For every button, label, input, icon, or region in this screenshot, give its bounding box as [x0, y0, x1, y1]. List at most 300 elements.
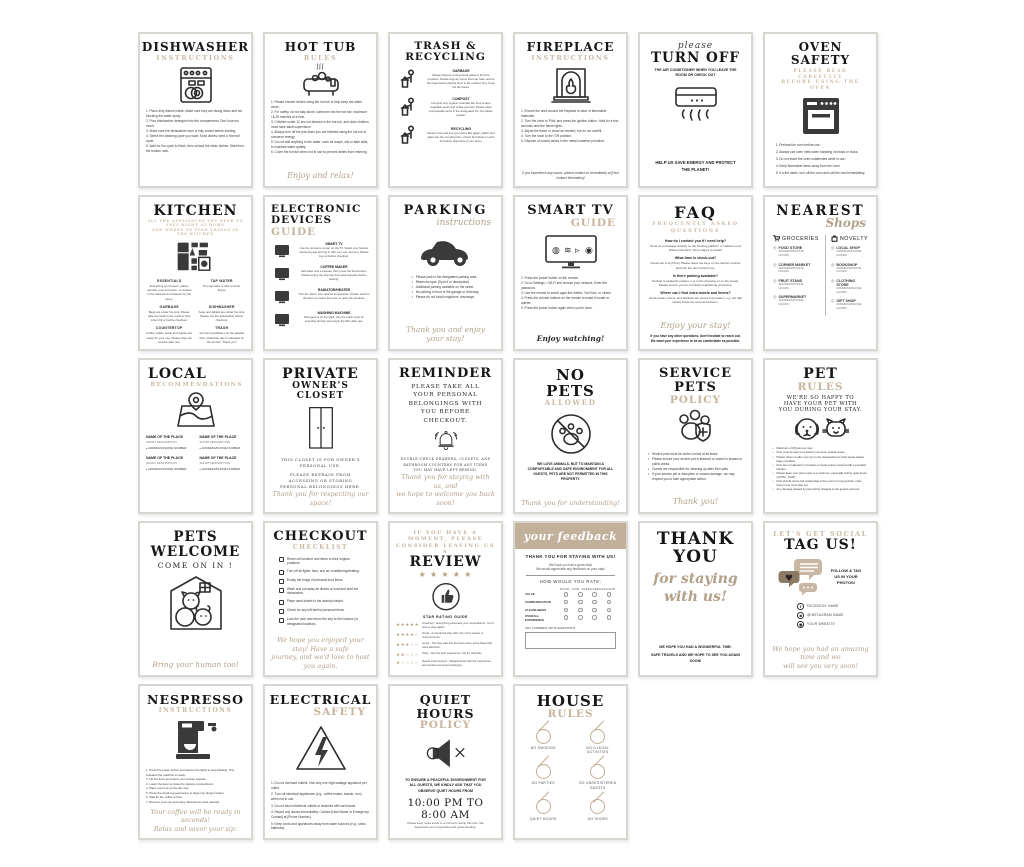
- footer-script-line2: will see you very soon!: [782, 661, 859, 670]
- footer-script: Enjoy and relax!: [287, 170, 354, 180]
- intro-line1: WE'RE SO HAPPY TO: [786, 395, 855, 402]
- trash-section: [396, 97, 495, 119]
- stars-row: ★ ★ ★ ★ ★: [418, 570, 473, 580]
- step-line: 5. Press the power button again when you're done.: [521, 306, 593, 311]
- prohibition-circle-icon: [590, 729, 605, 744]
- card-service-pets[interactable]: [638, 358, 753, 514]
- rating-stars: ★★★★☆: [396, 631, 420, 637]
- kitchen-section-label: DISHWASHER: [208, 304, 235, 309]
- card-title-line1: TRASH &: [414, 40, 477, 52]
- comment-box: [525, 632, 616, 649]
- shop-name: LOCAL SHOP: [836, 246, 860, 251]
- social-name: YOUR WEBSITE: [806, 622, 836, 627]
- svg-text:◉: ◉: [584, 246, 593, 257]
- shop-address: ADDRESS/PHONE: [836, 265, 862, 270]
- card-no-pets[interactable]: [513, 358, 628, 514]
- instruction-steps: [521, 276, 620, 311]
- rating-row-label: COMMUNICATION: [524, 600, 551, 605]
- step-line: 4. Place your cup on the drip tray.: [146, 786, 190, 790]
- card-title: QUIET HOURS: [416, 692, 475, 721]
- faq-answer: Extra towels, linens, and blankets are stored in [Location, e.g. the hall closet] inside the second bedroom.: [649, 296, 742, 305]
- device-item: [271, 242, 370, 260]
- shop-hours: HOURS: [778, 302, 789, 307]
- card-review[interactable]: [388, 521, 503, 677]
- step-line: 5. Keep cords and appliances away from water sources (e.g., sinks, bathtubs).: [271, 821, 367, 831]
- card-dishwasher[interactable]: [138, 32, 253, 188]
- faq-question: What time is check-out?: [674, 256, 717, 261]
- card-oven-safety[interactable]: [763, 32, 878, 188]
- card-title: PARKING: [403, 203, 488, 218]
- fireplace-icon: [549, 65, 593, 105]
- kitchen-section-label: TAP WATER: [210, 278, 233, 283]
- rating-guide-row: [396, 622, 495, 630]
- house-rule-item: [521, 799, 566, 821]
- card-title-line2: DEVICES: [271, 214, 333, 227]
- card-smart-tv[interactable]: [513, 195, 628, 351]
- card-electronic-devices[interactable]: [263, 195, 378, 351]
- card-title: HOUSE: [536, 692, 605, 710]
- rules-list: [271, 100, 370, 154]
- cards-grid: [138, 32, 878, 840]
- radio-circle: [607, 608, 612, 613]
- rating-guide-row: [396, 632, 495, 640]
- faq-answer: Check-out is at [Time]. Please leave the keys on the kitchen counter and lock the door behind you.: [650, 261, 741, 270]
- rating-guide-row: [396, 652, 495, 658]
- faq-item: [648, 256, 743, 270]
- kitchen-section: [199, 326, 246, 344]
- prohibition-circle-icon: [536, 729, 551, 744]
- card-subtitle: RULES: [303, 53, 338, 62]
- card-title-line1: THANK: [656, 529, 735, 549]
- speech-bubbles-icon: [778, 557, 824, 597]
- checkbox-icon: [279, 588, 284, 593]
- kitchen-section-label: COUNTERTOP: [155, 326, 183, 331]
- shop-name: FRUIT STAND: [778, 278, 803, 283]
- rating-stars: ★★☆☆☆: [396, 651, 420, 657]
- shop-hours: HOURS: [778, 253, 789, 258]
- kitchen-section: [146, 305, 193, 323]
- card-title-line1: SERVICE: [658, 366, 733, 381]
- step-line: 5. Wait for the cycle to finish, then unload the clean dishes. Start from the bottom rack.: [146, 143, 244, 153]
- text-line1: TO ENSURE A PEACEFUL ENVIRONMENT FOR: [405, 777, 486, 782]
- closet-icon: [300, 406, 342, 451]
- col-average: AVERAGE: [581, 586, 597, 591]
- card-local-recommendations[interactable]: [138, 358, 253, 514]
- kitchen-section-text: The tap water is safe to drink. Enjoy!: [202, 283, 241, 293]
- step-line: 5. Dispose of cooled ashes in the metal container provided.: [521, 138, 605, 143]
- dishwasher-icon: [176, 65, 216, 105]
- rating-guide: [396, 622, 495, 670]
- checkbox-icon: [279, 570, 284, 575]
- faq-question: Where can I find extra towels and linens?: [660, 290, 731, 295]
- rating-description: Great - A wonderful stay with only minor issues or improvements.: [422, 630, 484, 639]
- footer-script: Thank you!: [672, 496, 719, 506]
- device-item: [271, 265, 370, 283]
- kitchen-section-text: Bags are under the sink. Please take the trash to the outdoor bins when full or before checkout.: [148, 309, 191, 323]
- rating-rows: [525, 591, 616, 622]
- card-kitchen[interactable]: [138, 195, 253, 351]
- shop-name: GIFT SHOP: [836, 299, 856, 304]
- card-thank-you[interactable]: [638, 521, 753, 677]
- card-turn-off[interactable]: [638, 32, 753, 188]
- faq-question: Is there parking available?: [672, 273, 719, 278]
- step-line: 4. Keep flammable items away from the oven.: [775, 164, 841, 169]
- no-paw-icon: [548, 411, 594, 457]
- shop-address: ADDRESS/PHONE: [836, 285, 862, 290]
- card-subtitle-line2: AND WHERE TO FIND THINGS IN THE KITCHEN: [151, 227, 240, 236]
- house-rule-label: NO SMOKING: [530, 746, 556, 751]
- card-subtitle: PLEASE TAKE ALL YOUR PERSONAL BELONGINGS WITH YOU BEFORE CHECKOUT.: [408, 384, 483, 424]
- card-nespresso[interactable]: [138, 684, 253, 840]
- card-title: FAQ: [674, 203, 717, 222]
- faq-list: [648, 239, 743, 309]
- guide-title: STAR RATING GUIDE: [423, 614, 468, 619]
- pin-icon: ◎: [773, 277, 777, 283]
- checkbox-icon: [279, 609, 284, 614]
- kitchen-section-label: TRASH: [215, 326, 229, 331]
- card-title: FIREPLACE: [526, 40, 615, 54]
- card-title: SMART TV: [527, 203, 614, 218]
- checklist-text: Lock the door and return the key to the lockbox (or designated location).: [286, 617, 359, 626]
- checklist-item: [279, 587, 362, 596]
- social-name: @INSTAGRAM NAME: [806, 613, 844, 618]
- social-row: [797, 603, 843, 610]
- trash-section-text: Please dispose of all general waste in the bins provided. Double-bag any items that may leak, and tie the bags before placing them in the outdoor bins. Keep the lid closed.: [427, 73, 495, 90]
- place-name: NAME OF THE PLACE: [146, 434, 183, 439]
- card-quiet-hours[interactable]: [388, 684, 503, 840]
- rating-stars: ★☆☆☆☆: [396, 660, 420, 666]
- reminder-note: DOUBLE-CHECK DRAWERS, CLOSETS, AND BATHROOM COUNTERS FOR ANY ITEMS YOU MAY HAVE LEFT BEHIND.: [400, 457, 491, 472]
- footer-script-line1: We hope you had an amazing time and we: [772, 644, 869, 662]
- step-line: 1. Press the power button and wait for the lights to stop blinking. This indicates the machine is ready.: [146, 768, 235, 777]
- policy-bullet: • If your service pet is disruptive or causes damage, we may request you to take appropriate action.: [648, 472, 743, 482]
- trash-section-text: Please rinse and sort your items like paper, plastic and glass into the recycling bins. Check the labels on each bin before disposing of your items.: [427, 131, 495, 144]
- faq-item: [648, 291, 743, 305]
- shop-hours: HOURS: [836, 269, 847, 274]
- house-rule-label: NO UNREGISTERED GUESTS: [579, 781, 617, 790]
- footer-script-line2: we hope to welcome you back soon!: [396, 490, 495, 507]
- shop-address: ADDRESS/PHONE: [836, 302, 862, 307]
- novelty-column: [825, 235, 870, 315]
- radio-circle: [564, 615, 569, 620]
- social-list: [797, 603, 843, 630]
- place-address: ● ADDRESS/PHONE NUMBER: [200, 467, 246, 471]
- card-feedback[interactable]: [513, 521, 628, 677]
- intro-line2: HAVE YOUR PET WITH: [783, 401, 858, 408]
- footer-line2: appreciate your cooperation and understanding.: [414, 825, 477, 830]
- footer-script-line2: Relax and savor your sip.: [153, 824, 238, 833]
- step-line: 2. Pour dishwasher detergent into the compartment. Don't use too much.: [146, 118, 239, 128]
- card-subtitle-script: Shops: [825, 215, 866, 230]
- card-title-line1: PRIVATE: [282, 366, 359, 382]
- place-address: ● ADDRESS/PHONE NUMBER: [146, 467, 192, 471]
- step-line: 4. Report any issues immediately. Contact [Host Name or Emergency Contact] at [Phone Number].: [271, 810, 369, 820]
- card-title-line1: ELECTRONIC: [271, 203, 362, 215]
- step-line: 3. Do not touch electrical outlets or switches with wet hands.: [271, 803, 357, 808]
- pet-rule-bullet: • Pets are not allowed on furniture or beds unless covered with a provided blanket.: [772, 463, 868, 471]
- place-name: NAME OF THE PLACE: [199, 434, 237, 439]
- radio-circle: [564, 592, 569, 597]
- footer-script: Bring your human too!: [152, 660, 239, 670]
- card-owners-closet[interactable]: [263, 358, 378, 514]
- script-line2: with us!: [663, 588, 728, 605]
- device-icon: [271, 265, 293, 283]
- device-text: Detergent is on the shelf. Use the quick cycle for everyday laundry and empty the filter after use.: [303, 314, 364, 323]
- places-grid: [146, 435, 245, 471]
- footer-script: Thank you for respecting our space!: [272, 490, 369, 507]
- rating-row-label: OVERALL EXPERIENCE: [524, 613, 545, 622]
- checklist-text: Turn off all lights, fans, and air conditioning/heating.: [286, 569, 360, 573]
- place-item: [146, 456, 192, 471]
- card-electrical-safety[interactable]: [263, 684, 378, 840]
- card-subtitle: COME ON IN !: [157, 561, 234, 571]
- device-label: SMART TV: [325, 241, 343, 246]
- step-line: 4. Select the cleaning cycle you want. Most dishes need a 'Normal' cycle.: [146, 133, 241, 143]
- kitchen-section: [146, 326, 193, 344]
- parking-bullet: • Additional parking available on the street.: [412, 285, 480, 290]
- pet-rule-bullet: • Pets must be kept on a leash in common outside areas.: [772, 450, 868, 454]
- step-line: 3. Make sure the dishwasher door is fully closed before starting.: [146, 128, 237, 133]
- shop-name: CORNER MARKET: [778, 262, 811, 267]
- bag-icon: [831, 235, 838, 242]
- cart-icon: [773, 235, 780, 242]
- card-title: LOCAL: [148, 366, 207, 382]
- text-line3: OBSERVE QUIET HOURS FROM: [417, 788, 474, 793]
- footer-text: HELP US SAVE ENERGY AND PROTECT THE PLANET!: [655, 160, 736, 172]
- shop-address: ADDRESS/PHONE: [778, 249, 804, 254]
- pin-icon: ◎: [830, 298, 835, 304]
- shop-item: [773, 295, 819, 307]
- shop-hours: HOURS: [836, 306, 847, 311]
- place-description: SHORT DESCRIPTION: [146, 460, 177, 465]
- social-row: [797, 621, 843, 628]
- shop-name: SUPERMARKET: [778, 295, 807, 300]
- kitchen-section: [146, 279, 193, 301]
- kitchen-section-label: GARBAGE: [159, 304, 179, 309]
- radio-circle: [578, 592, 583, 597]
- step-line: 5. Press the small cup (espresso) or large cup (lungo) button.: [146, 790, 225, 795]
- card-trash-recycling[interactable]: [388, 32, 503, 188]
- footer-note: If you have any other questions, don't hesitate to reach out. We want your experience to be as comfortable as possible.: [650, 334, 741, 344]
- card-subtitle: GUIDE: [570, 217, 616, 230]
- card-fireplace[interactable]: [513, 32, 628, 188]
- text-line2: ALL GUESTS, WE KINDLY ASK THAT YOU: [409, 783, 482, 788]
- step-line: 1. Do not overload outlets. Use only one high-wattage appliance per outlet.: [271, 780, 367, 790]
- footer-script-line1: We hope you enjoyed your stay! Have a safe: [277, 636, 364, 653]
- card-faq[interactable]: [638, 195, 753, 351]
- parking-bullet: • Reserved spot: [Spot # or description].: [412, 280, 480, 285]
- card-subtitle: FREQUENTLY ASKED QUESTIONS: [652, 221, 739, 234]
- card-pets-welcome[interactable]: [138, 521, 253, 677]
- device-label: WASHING MACHINE: [317, 310, 351, 315]
- step-line: 1. Press the power button on the remote.: [521, 276, 579, 281]
- card-hot-tub[interactable]: [263, 32, 378, 188]
- device-icon: [271, 288, 293, 306]
- place-item: [146, 435, 192, 450]
- closet-line2: PLEASE REFRAIN FROM ACCESSING OR STORING PERSONAL BELONGINGS HERE.: [280, 471, 361, 490]
- place-description: SHORT DESCRIPTION: [146, 439, 177, 444]
- radio-circle: [607, 600, 612, 605]
- card-checkout[interactable]: [263, 521, 378, 677]
- checkbox-icon: [279, 557, 284, 562]
- coffee-machine-icon: [170, 718, 222, 764]
- air-conditioner-icon: [670, 84, 722, 126]
- pin-icon: ◎: [773, 245, 777, 251]
- footer-line1: WE HOPE YOU HAD A WONDERFUL TIME.: [659, 644, 732, 649]
- footer-script-line2: journey, and we'd love to host you again.: [271, 653, 370, 670]
- closet-line1: THIS CLOSET IS FOR OWNER'S PERSONAL USE.: [280, 456, 361, 468]
- step-line: 2. Always use oven mitts when handling hot trays or racks.: [775, 150, 859, 155]
- card-title: TURN OFF: [650, 50, 740, 66]
- checkbox-icon: [279, 600, 284, 605]
- device-text: Turn the dial to your desired temperature. Please switch it off when you leave the room or open the windows.: [298, 291, 370, 300]
- card-title: TAG US!: [784, 537, 857, 554]
- shop-item: [773, 279, 819, 291]
- social-icon: ◉: [798, 622, 803, 628]
- card-title: PET: [803, 366, 838, 382]
- kitchen-section-label: ESSENTIALS: [157, 278, 182, 283]
- card-subtitle: RULES: [797, 381, 844, 394]
- checklist-text: Wash and put away all dishes or load and start the dishwasher.: [286, 587, 359, 596]
- card-parking[interactable]: [388, 195, 503, 351]
- place-name: NAME OF THE PLACE: [199, 455, 237, 460]
- rating-row-label: CLEANLINESS: [524, 607, 547, 612]
- kitchen-section-text: Sort all recyclables into the labeled bins. Collection day is indicated on the bin lids. Thank you!: [199, 331, 245, 344]
- checklist-item: [279, 599, 362, 605]
- checklist-item: [279, 578, 362, 584]
- policy-bullet: • Guests are responsible for cleaning up after their pets.: [648, 467, 743, 472]
- dog-cat-icon: [793, 416, 849, 442]
- card-house-rules[interactable]: [513, 684, 628, 840]
- hazard-triangle-icon: [293, 723, 349, 773]
- card-title-line3: GUIDE: [271, 225, 317, 238]
- card-title-line1: PETS: [173, 529, 218, 545]
- step-line: 3. Lower the lever to close the capsule compartment.: [146, 781, 214, 786]
- col-fair: FAIR: [572, 586, 580, 591]
- step-line: 1. Ensure the area around the fireplace is clear of flammable materials.: [521, 109, 607, 119]
- trash-section-icon: [396, 97, 422, 119]
- place-description: SHORT DESCRIPTION: [199, 460, 231, 465]
- card-subtitle: RECOMMENDATIONS: [150, 382, 243, 389]
- hot-tub-icon: [300, 70, 342, 96]
- checkbox-icon: [279, 579, 284, 584]
- card-reminder[interactable]: [388, 358, 503, 514]
- device-list: [271, 242, 370, 334]
- step-line: 2. Turn off electrical appliances (e.g., coffee maker, toaster, iron) when not in use.: [271, 792, 362, 802]
- intro-line1: IF YOU HAVE A MOMENT, PLEASE: [407, 530, 484, 543]
- checklist-item: [279, 557, 362, 566]
- prohibition-circle-icon: [590, 764, 605, 779]
- step-line: 3. Use the remote to select apps like Netflix, YouTube, or others.: [521, 291, 612, 296]
- svg-text:♥: ♥: [785, 574, 794, 585]
- rule-line: 6. Cover the hot tub when not in use to prevent debris from entering.: [271, 149, 368, 154]
- paw-shield-icon: [674, 409, 718, 447]
- card-subtitle: THE AIR CONDITIONER WHEN YOU LEAVE THE ROOM OR CHECK OUT: [654, 67, 737, 77]
- card-pet-rules[interactable]: [763, 358, 878, 514]
- car-icon: [415, 235, 477, 269]
- feedback-heading: THANK YOU FOR STAYING WITH US!: [525, 554, 616, 559]
- house-rule-label: NO ILLEGAL ACTIVITIES: [586, 746, 610, 755]
- pet-rules-bullets: [772, 446, 868, 491]
- parking-bullet: • No parking in front of the garage or driveway.: [412, 290, 480, 295]
- feedback-sub2: We would appreciate any feedback on your stay!: [536, 566, 605, 571]
- checklist-text: Place used towels in the laundry basket.: [286, 599, 344, 604]
- card-subtitle: POLICY: [419, 719, 472, 731]
- step-line: 1. Preheat the oven before use.: [775, 143, 821, 148]
- groceries-items: [773, 246, 819, 307]
- side-text: FOLLOW & TAG US IN YOUR PHOTOS!: [830, 568, 862, 586]
- col-poor: POOR: [559, 586, 570, 591]
- card-subtitle: RULES: [547, 708, 594, 721]
- rating-row: [525, 614, 616, 622]
- instruction-steps: [146, 768, 245, 804]
- shop-item: [831, 299, 868, 311]
- card-title-line2: YOU: [673, 547, 718, 568]
- prohibition-circle-icon: [536, 764, 551, 779]
- rate-heading: HOW WOULD YOU RATE:: [539, 578, 602, 584]
- pin-icon: ◎: [830, 245, 835, 251]
- shop-name: FOOD STORE: [778, 246, 803, 251]
- no-pets-text: WE LOVE ANIMALS, BUT TO MAINTAIN A COMFORTABLE AND SAFE ENVIRONMENT FOR ALL GUESTS, PETS ARE NOT PERMITTED IN THIS PROPERTY.: [527, 462, 614, 482]
- card-title-line2: PETS: [674, 380, 717, 396]
- house-rule-item: [521, 729, 566, 755]
- kitchen-section-text: Coffee maker, kettle and toaster are ready for your use. Please wipe the counter after use.: [146, 331, 193, 344]
- radio-circle: [592, 592, 597, 597]
- trash-section-text: Compost only organic materials like food scraps, vegetable peels and coffee grounds. Please place compostable items in the designated bin. No plastic, please!: [428, 101, 494, 118]
- card-title: NEAREST: [776, 203, 865, 219]
- pet-rule-bullet: • Pets should not be left unattended in the room for long periods; crate them if you must step out.: [772, 479, 868, 487]
- bell-icon: [423, 429, 469, 452]
- trash-section-icon: [396, 125, 422, 147]
- shop-item: [773, 246, 819, 258]
- radio-circle: [578, 615, 583, 620]
- rule-line: 2. For safety, do not stay alone; someone into the hot tub: maximum 15-20 minutes at a time.: [271, 109, 367, 119]
- kitchen-section-text: Soap and tablets are under the sink. Please run the dishwasher before checkout.: [198, 309, 245, 323]
- pets-house-icon: [167, 575, 225, 631]
- thumbs-up-icon: [429, 582, 463, 611]
- pet-rule-bullet: • Any damage caused by pets will be charged to the guest's account.: [772, 487, 868, 491]
- groceries-column: [771, 235, 821, 315]
- instruction-steps: [146, 109, 245, 154]
- faq-answer: Send us a message directly on the booking platform or call/text us at [Phone Number]. We're happy to assist!: [650, 243, 741, 253]
- card-subtitle: POLICY: [669, 394, 722, 407]
- footer-script: Thank you for understanding!: [521, 498, 620, 507]
- shop-item: [773, 263, 819, 275]
- card-nearest-shops[interactable]: [763, 195, 878, 351]
- map-pin-icon: [174, 392, 218, 430]
- card-tag-us[interactable]: [763, 521, 878, 677]
- shop-item: [831, 263, 868, 275]
- shop-address: ADDRESS/PHONE: [778, 298, 804, 303]
- rating-description: Needs improvement - Disappointed with the experience and would recommend changes.: [422, 659, 491, 667]
- card-title: NESPRESSO: [147, 692, 244, 707]
- quiet-hours-time: 10:00 PM TO 8:00 AM: [407, 797, 484, 822]
- rating-stars: ★★★★★: [396, 621, 420, 627]
- radio-circle: [592, 608, 597, 613]
- house-rule-item: [521, 764, 566, 790]
- col-excellent: EXCELLENT: [597, 586, 617, 591]
- card-subtitle: SAFETY: [313, 705, 366, 718]
- svg-text:▹: ▹: [574, 246, 580, 257]
- social-icon: f: [797, 603, 804, 610]
- shop-item: [831, 246, 868, 258]
- footer-script-line1: Thank you and enjoy: [406, 324, 485, 334]
- prohibition-circle-icon: [536, 799, 551, 814]
- checklist-text: Empty the fridge of personal food items.: [286, 578, 344, 582]
- footer-script-line1: Your coffee will be ready in seconds!: [150, 807, 241, 825]
- card-title-line2: WELCOME: [150, 543, 241, 560]
- instruction-steps: [776, 143, 865, 178]
